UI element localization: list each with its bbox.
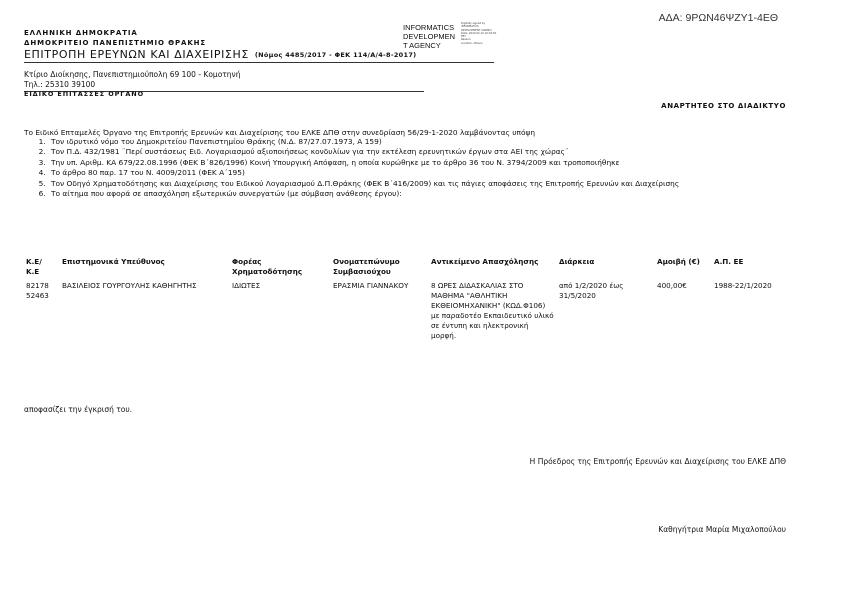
cell-fee: 400,00€ [657,281,687,290]
signature-detail: DEVELOPMENT AGENCY [461,28,492,32]
signer-line-3: T AGENCY [403,41,441,50]
president-title: Η Πρόεδρος της Επιτροπής Ερευνών και Διαχείρισης του ΕΛΚΕ ΔΠΘ [529,457,786,466]
ada-code: ΑΔΑ: 9ΡΩΝ46ΨΖΥ1-4ΕΘ [658,12,778,24]
cell-contractor: ΕΡΑΣΜΙΑ ΓΙΑΝΝΑΚΟΥ [333,281,409,290]
col-header-ke: Κ.Ε/ Κ.Ε [26,257,42,276]
consideration-item: 2. Τον Π.Δ. 432/1981 ¨Περί συστάσεως Ειδ. Λογαριασμού αξιοποιήσεως κονδυλίων για την εκτέλεση ερευνητικών έργων στα ΑΕΙ της χώρας¨ [48,147,808,157]
header-republic: ΕΛΛΗΝΙΚΗ ΔΗΜΟΚΡΑΤΙΑ [24,29,138,37]
decision-text: αποφασίζει την έγκρισή του. [24,405,133,414]
committee-title: ΕΠΙΤΡΟΠΗ ΕΡΕΥΝΩΝ ΚΑΙ ΔΙΑΧΕΙΡΙΣΗΣ [24,48,249,61]
address: Κτίριο Διοίκησης, Πανεπιστημιούπολη 69 100 - Κομοτηνή [24,70,241,79]
signature-detail: INFORMATICS [461,25,479,29]
signer-line-2: DEVELOPMEN [403,32,456,41]
signer-line-1: INFORMATICS [403,23,455,32]
signature-details [461,22,496,45]
col-header-ap: Α.Π. ΕΕ [714,257,744,266]
phone: Τηλ.: 25310 39100 [24,80,96,89]
consideration-item: 4. Το άρθρο 80 παρ. 17 του Ν. 4009/2011 (ΦΕΚ Α΄195) [48,168,808,178]
col-header-fee: Αμοιβή (€) [657,257,700,266]
header-committee [24,48,416,61]
organ-name: ΕΙΔΙΚΟ ΕΠΙΤΑΣΣΕΣ ΟΡΓΑΝΟ [24,90,145,98]
cell-duration: από 1/2/2020 έως 31/5/2020 [559,281,624,300]
cell-ap: 1988-22/1/2020 [714,281,772,290]
cell-scientist: ΒΑΣΙΛΕΙΟΣ ΓΟΥΡΓΟΥΛΗΣ ΚΑΘΗΓΗΤΗΣ [62,281,197,290]
intro-paragraph: Το Ειδικό Επταμελές Όργανο της Επιτροπής Ερευνών και Διαχείρισης του ΕΛΚΕ ΔΠΘ στην συνεδρίαση 56/29-1-2020 λαμβάνοντας υπόψη [24,128,536,137]
president-name: Καθηγήτρια Μαρία Μιχαλοπούλου [658,525,786,534]
header-divider [24,62,494,63]
consideration-item: 6. Το αίτημα που αφορά σε απασχόληση εξωτερικών συνεργατών (με σύμβαση ανάθεσης έργου): [48,189,808,199]
cell-object: 8 ΩΡΕΣ ΔΙΔΑΣΚΑΛΙΑΣ ΣΤΟ ΜΑΘΗΜΑ "ΑΘΛΗΤΙΚΗ ΕΚΘΕΙΟΜΗΧΑΝΙΚΗ" (ΚΩΔ.Φ106) με παραδοτέο Εκπαιδευτικό υλικό σε έντυπη και ηλεκτρονική μορφή. [431,281,554,340]
signature-detail: Date: 2020.02.10 10:29:50 [461,31,497,35]
col-header-contractor: Ονοματεπώνυμο Συμβασιούχου [333,257,400,276]
signature-detail: Digitally signed by [461,22,486,25]
considerations-list [28,137,808,199]
signature-detail: Location: Athens [461,41,483,45]
col-header-object: Αντικείμενο Απασχόλησης [431,257,539,266]
signature-detail: Reason: [461,38,472,42]
digital-signature-block [403,23,455,50]
col-header-funder: Φορέας Χρηματοδότησης [232,257,303,276]
consideration-item: 3. Την υπ. Αριθμ. ΚΑ 679/22.08.1996 (ΦΕΚ Β΄826/1996) Κοινή Υπουργική Απόφαση, η οποία κυρώθηκε με το άρθρο 36 του Ν. 3794/2009 και τροποποιήθηκε [48,158,808,168]
signature-detail: EET [461,35,466,39]
law-reference: (Νόμος 4485/2017 - ΦΕΚ 114/Α/4-8-2017) [254,51,417,59]
header-university: ΔΗΜΟΚΡΙΤΕΙΟ ΠΑΝΕΠΙΣΤΗΜΙΟ ΘΡΑΚΗΣ [24,39,207,47]
posting-notice: ΑΝΑΡΤΗΤΕΟ ΣΤΟ ΔΙΑΔΙΚΤΥΟ [661,102,786,110]
cell-ke: 82178 52463 [26,281,49,300]
cell-funder: ΙΔΙΩΤΕΣ [232,281,261,290]
col-header-scientist: Επιστημονικά Υπεύθυνος [62,257,165,266]
consideration-item: 5. Τον Οδηγό Χρηματοδότησης και Διαχείρισης του Ειδικού Λογαριασμού Δ.Π.Θράκης (ΦΕΚ Β΄416/2009) και τις πάγιες αποφάσεις της Επιτροπής Ερευνών και Διαχείρισης [48,179,808,189]
consideration-item: 1. Τον ιδρυτικό νόμο του Δημοκριτείου Πανεπιστημίου Θράκης (Ν.Δ. 87/27.07.1973, Α 159) [48,137,808,147]
col-header-duration: Διάρκεια [559,257,595,266]
